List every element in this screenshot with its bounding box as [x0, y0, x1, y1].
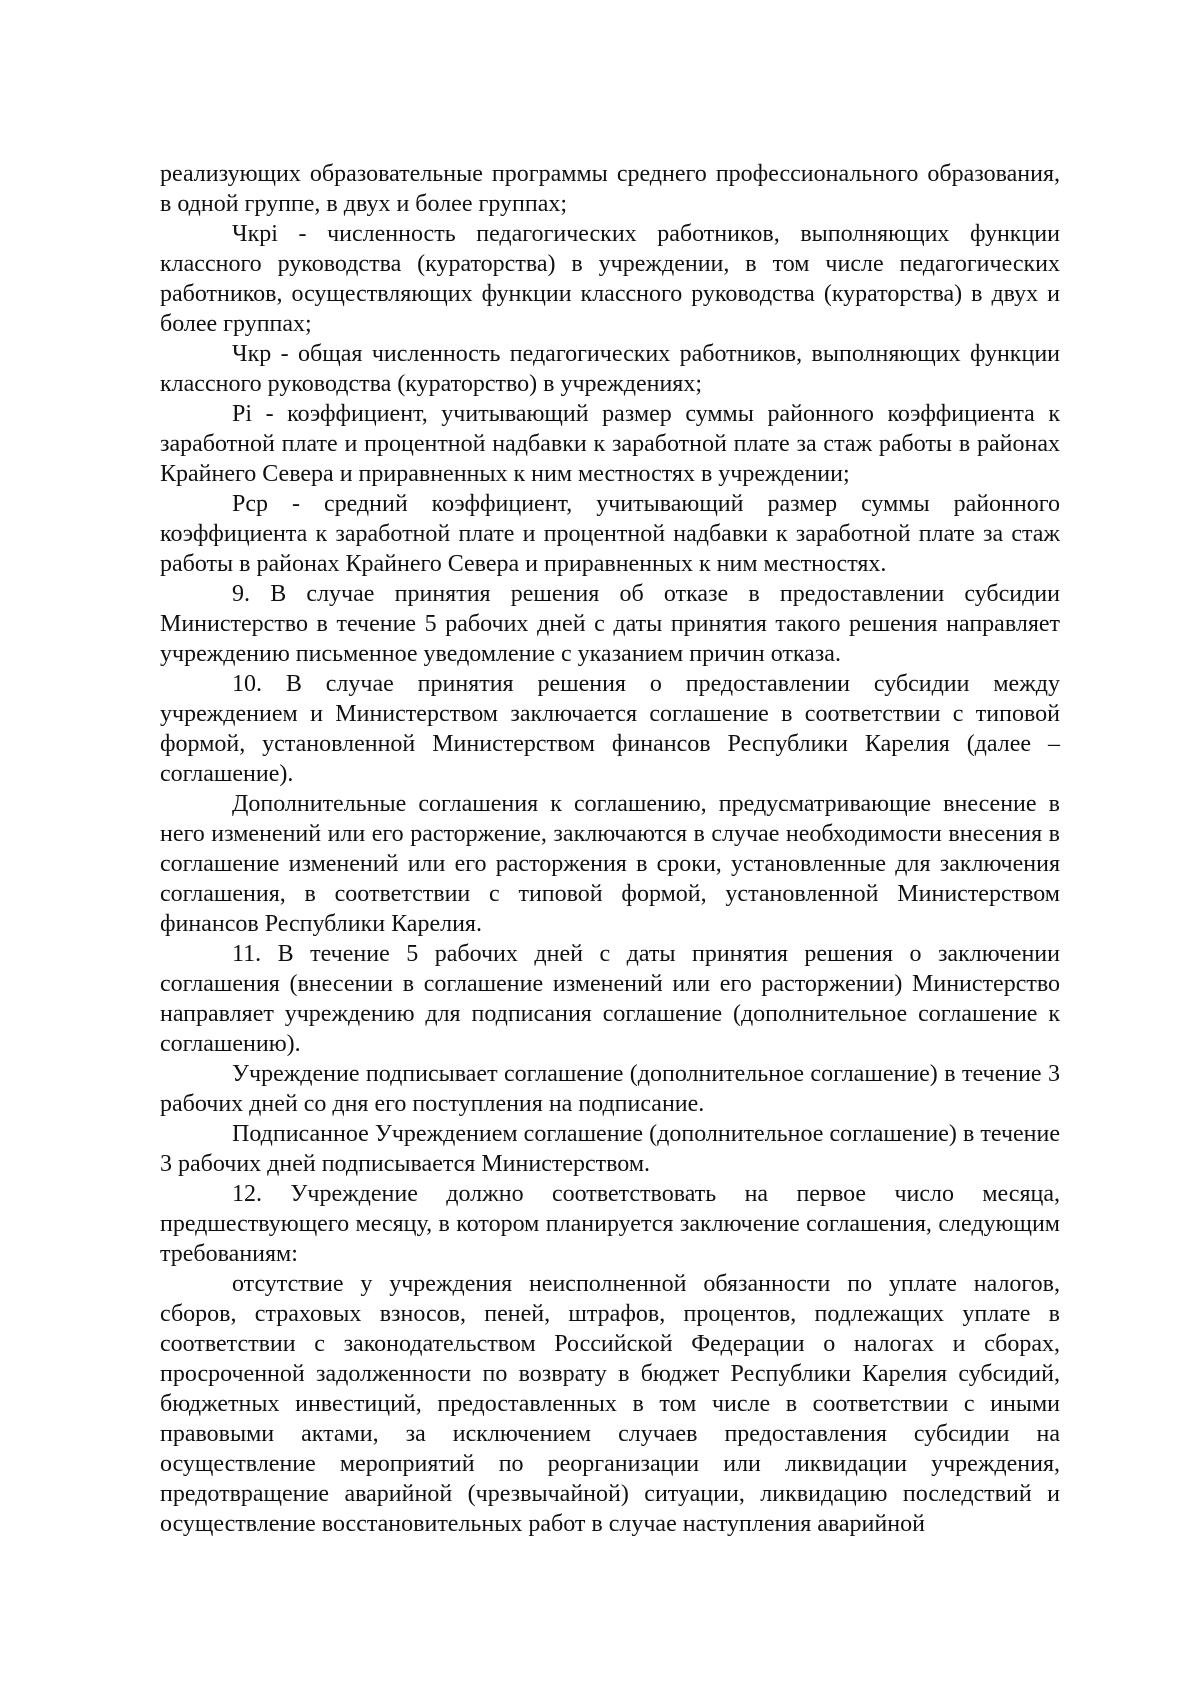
paragraph-requirement-no-debt: отсутствие у учреждения неисполненной обязанности по уплате налогов, сборов, страховых взносов, пеней, штрафов, процентов, подлежащих уплате в соответствии с законодательством Российской Федерации о налогах и сборах, просроченной задолженности по возврату в бюджет Республики Карелия субсидий, бюджетных инвестиций, предоставленных в том числе в соответствии с иными правовыми актами, за исключением случаев предоставления субсидии на осуществление мероприятий по реорганизации или ликвидации учреждения, предотвращение аварийной (чрезвычайной) ситуации, ликвидацию последствий и осуществление восстановительных работ в случае наступления аварийной — [160, 1271, 1060, 1537]
paragraph-item-12: 12. Учреждение должно соответствовать на первое число месяца, предшествующего месяцу, в котором планируется заключение соглашения, следующим требованиям: — [160, 1181, 1060, 1267]
paragraph-item-11: 11. В течение 5 рабочих дней с даты принятия решения о заключении соглашения (внесении в соглашение изменений или его расторжении) Министерство направляет учреждению для подписания соглашение (дополнительное соглашение к соглашению). — [160, 941, 1060, 1057]
paragraph-ri-definition: Рi - коэффициент, учитывающий размер суммы районного коэффициента к заработной плате и процентной надбавки к заработной плате за стаж работы в районах Крайнего Севера и приравненных к ним местностях в учреждении; — [160, 401, 1060, 487]
paragraph-rsr-definition: Рср - средний коэффициент, учитывающий размер суммы районного коэффициента к заработной плате и процентной надбавки к заработной плате за стаж работы в районах Крайнего Севера и приравненных к ним местностях. — [160, 491, 1060, 577]
paragraph-ministry-signs: Подписанное Учреждением соглашение (дополнительное соглашение) в течение 3 рабочих дней подписывается Министерством. — [160, 1121, 1060, 1177]
paragraph-additional-agreements: Дополнительные соглашения к соглашению, предусматривающие внесение в него изменений или его расторжение, заключаются в случае необходимости внесения в соглашение изменений или его расторжения в сроки, установленные для заключения соглашения, в соответствии с типовой формой, установленной Министерством финансов Республики Карелия. — [160, 791, 1060, 937]
document-body — [160, 159, 1060, 1539]
paragraph-item-10: 10. В случае принятия решения о предоставлении субсидии между учреждением и Министерством заключается соглашение в соответствии с типовой формой, установленной Министерством финансов Республики Карелия (далее – соглашение). — [160, 671, 1060, 787]
paragraph-chkr-definition: Чкр - общая численность педагогических работников, выполняющих функции классного руководства (кураторство) в учреждениях; — [160, 341, 1060, 397]
paragraph-item-9: 9. В случае принятия решения об отказе в предоставлении субсидии Министерство в течение 5 рабочих дней с даты принятия такого решения направляет учреждению письменное уведомление с указанием причин отказа. — [160, 581, 1060, 667]
paragraph-institution-signs: Учреждение подписывает соглашение (дополнительное соглашение) в течение 3 рабочих дней со дня его поступления на подписание. — [160, 1061, 1060, 1117]
paragraph-continuation: реализующих образовательные программы среднего профессионального образования, в одной группе, в двух и более группах; — [160, 161, 1060, 217]
paragraph-chkri-definition: Чкрi - численность педагогических работников, выполняющих функции классного руководства (кураторства) в учреждении, в том числе педагогических работников, осуществляющих функции классного руководства (кураторства) в двух и более группах; — [160, 221, 1060, 337]
